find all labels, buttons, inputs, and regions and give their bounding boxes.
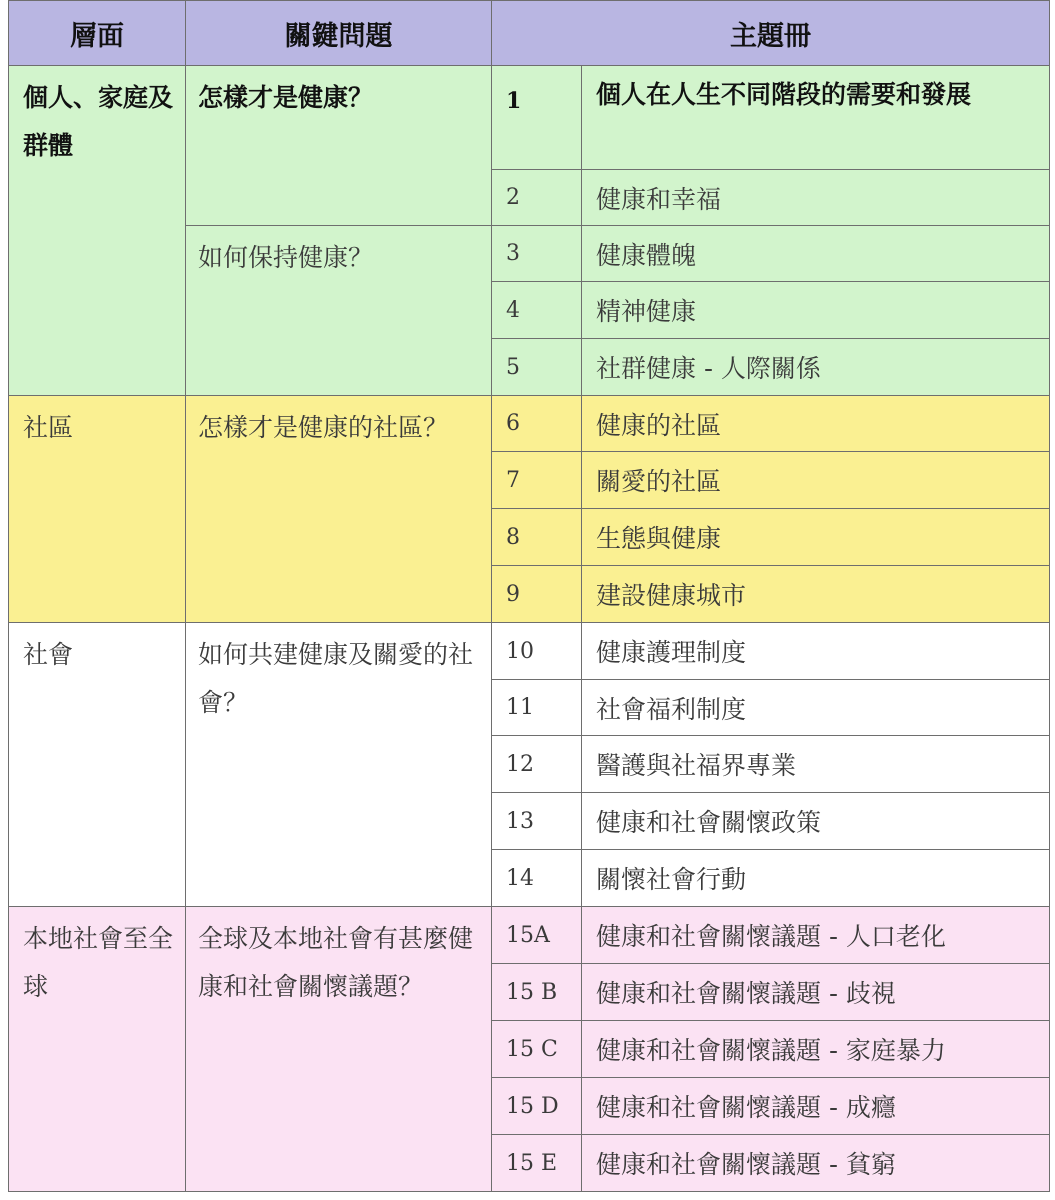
- booklet-number: 5: [492, 339, 582, 396]
- booklet-title: 健康體魄: [582, 226, 1050, 282]
- booklet-title: 健康和社會關懷政策: [582, 793, 1050, 850]
- table-row: [9, 66, 1050, 170]
- key-question-cell: 如何共建健康及關愛的社會？: [186, 623, 492, 907]
- booklet-title: 健康和社會關懷議題 - 家庭暴力: [582, 1021, 1050, 1078]
- booklet-number: 15A: [492, 907, 582, 964]
- booklet-number: 10: [492, 623, 582, 680]
- header-booklet: 主題冊: [492, 1, 1050, 66]
- booklet-title: 健康護理制度: [582, 623, 1050, 680]
- booklet-title: 健康和社會關懷議題 - 成癮: [582, 1078, 1050, 1135]
- booklet-number: 13: [492, 793, 582, 850]
- booklet-title: 關愛的社區: [582, 452, 1050, 509]
- level-cell: 個人、家庭及群體: [9, 66, 186, 396]
- booklet-title: 健康和幸福: [582, 170, 1050, 226]
- booklet-title: 社會福利制度: [582, 680, 1050, 736]
- booklet-title: 個人在人生不同階段的需要和發展: [582, 66, 1050, 170]
- booklet-title: 醫護與社福界專業: [582, 736, 1050, 793]
- booklet-number: 15 D: [492, 1078, 582, 1135]
- header-key-question: 關鍵問題: [186, 1, 492, 66]
- booklet-number: 15 C: [492, 1021, 582, 1078]
- booklet-number: 6: [492, 396, 582, 452]
- booklet-title: 健康和社會關懷議題 - 貧窮: [582, 1135, 1050, 1192]
- booklet-title: 健康的社區: [582, 396, 1050, 452]
- booklet-title: 社群健康 - 人際關係: [582, 339, 1050, 396]
- booklet-number: 12: [492, 736, 582, 793]
- booklet-title: 精神健康: [582, 282, 1050, 339]
- booklet-number: 8: [492, 509, 582, 566]
- booklet-title: 建設健康城市: [582, 566, 1050, 623]
- booklet-title: 健康和社會關懷議題 - 歧視: [582, 964, 1050, 1021]
- booklet-number: 15 E: [492, 1135, 582, 1192]
- booklet-title: 生態與健康: [582, 509, 1050, 566]
- level-cell: 社區: [9, 396, 186, 623]
- booklet-number: 4: [492, 282, 582, 339]
- booklet-number: 7: [492, 452, 582, 509]
- table-row: [9, 623, 1050, 680]
- key-question-cell: 怎樣才是健康？: [186, 66, 492, 226]
- level-cell: 本地社會至全球: [9, 907, 186, 1192]
- header-level: 層面: [9, 1, 186, 66]
- curriculum-table: [8, 0, 1050, 1192]
- booklet-number: 15 B: [492, 964, 582, 1021]
- table-row: [9, 396, 1050, 452]
- booklet-number: 9: [492, 566, 582, 623]
- booklet-number: 2: [492, 170, 582, 226]
- booklet-title: 健康和社會關懷議題 - 人口老化: [582, 907, 1050, 964]
- booklet-number: 14: [492, 850, 582, 907]
- level-cell: 社會: [9, 623, 186, 907]
- table-row: [9, 907, 1050, 964]
- booklet-number: 1: [492, 66, 582, 170]
- header-row: [9, 1, 1050, 66]
- key-question-cell: 全球及本地社會有甚麼健康和社會關懷議題？: [186, 907, 492, 1192]
- booklet-number: 11: [492, 680, 582, 736]
- key-question-cell: 如何保持健康？: [186, 226, 492, 396]
- booklet-number: 3: [492, 226, 582, 282]
- booklet-title: 關懷社會行動: [582, 850, 1050, 907]
- key-question-cell: 怎樣才是健康的社區？: [186, 396, 492, 623]
